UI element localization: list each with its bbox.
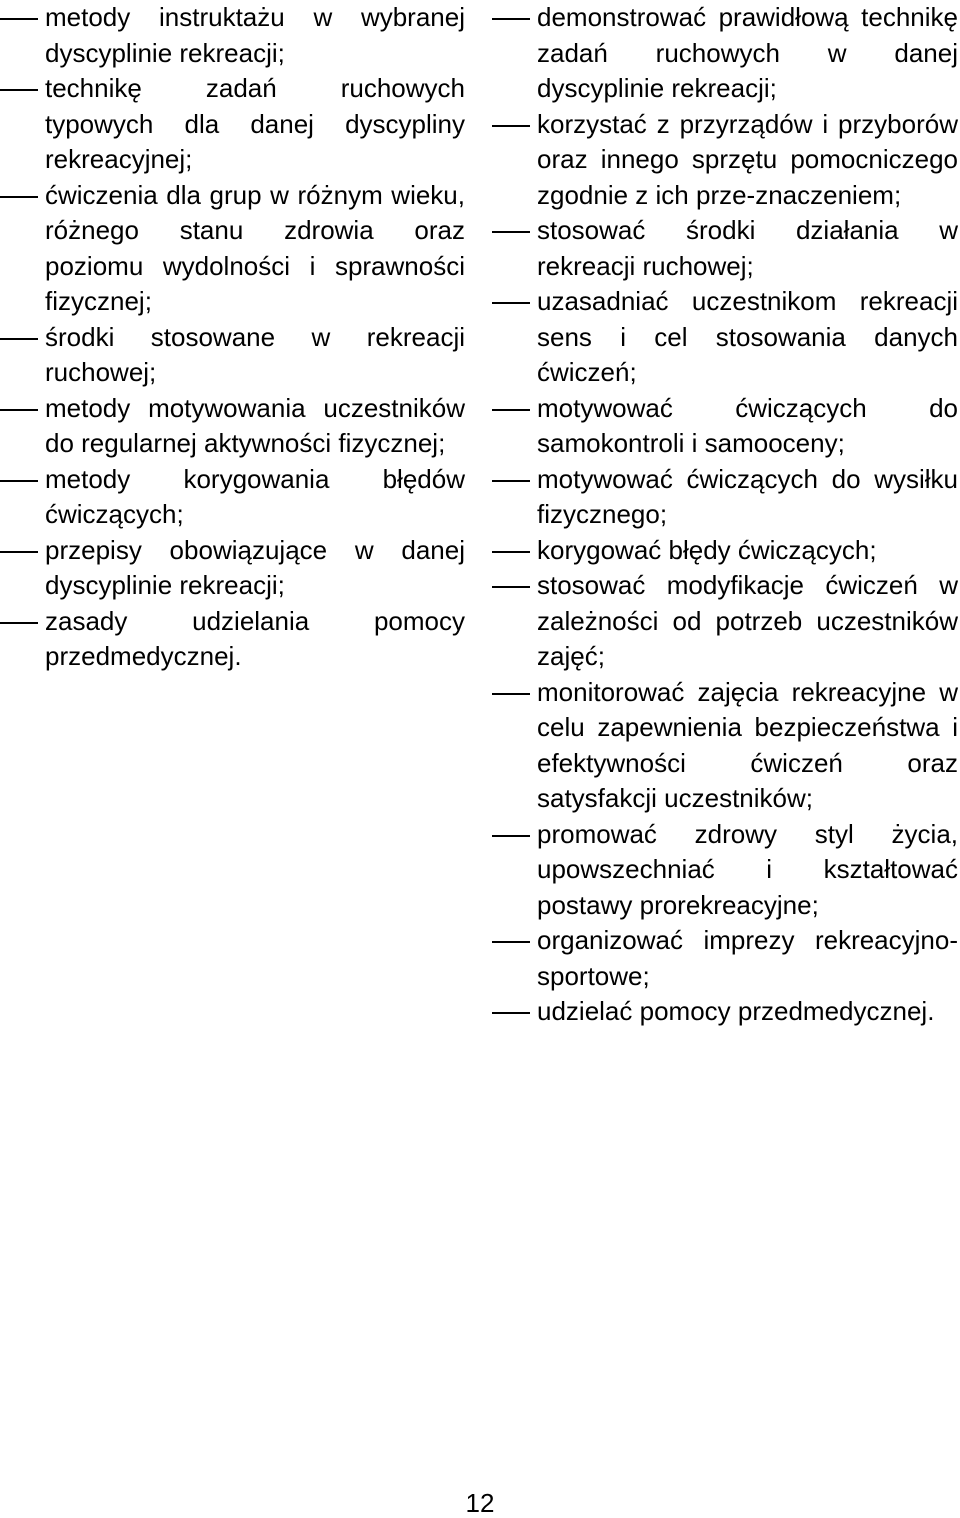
dash-bullet xyxy=(492,817,537,853)
list-item-text: zasady udzielania pomocy przedmedycznej. xyxy=(45,605,465,671)
list-item-text: motywować ćwiczących do wysiłku fizycznego; xyxy=(537,463,958,529)
list-item-text: monitorować zajęcia rekreacyjne w celu zapewnienia bezpieczeństwa i efektywności ćwiczeń oraz satysfakcji uczestników; xyxy=(537,676,958,813)
dash-bullet xyxy=(0,71,45,107)
dash-bullet xyxy=(0,320,45,356)
list-item-text: metody instruktażu w wybranej dyscyplinie rekreacji; xyxy=(45,2,465,68)
dash-bullet xyxy=(492,0,537,36)
list-item xyxy=(0,604,465,675)
dash-bullet xyxy=(0,391,45,427)
list-item-text: demonstrować prawidłową technikę zadań ruchowych w danej dyscyplinie rekreacji; xyxy=(537,2,958,103)
list-item-text: technikę zadań ruchowych typowych dla danej dyscypliny rekreacyjnej; xyxy=(45,73,465,174)
list-item xyxy=(492,533,958,569)
dash-bullet xyxy=(492,391,537,427)
dash-bullet xyxy=(492,533,537,569)
dash-bullet xyxy=(0,0,45,36)
list-item-text: środki stosowane w rekreacji ruchowej; xyxy=(45,321,465,387)
list-item xyxy=(492,107,958,214)
dash-bullet xyxy=(0,604,45,640)
list-item-text: promować zdrowy styl życia, upowszechniać i kształtować postawy prorekreacyjne; xyxy=(537,818,958,920)
list-item-text: stosować środki działania w rekreacji ruchowej; xyxy=(537,215,958,281)
list-item-text: motywować ćwiczących do samokontroli i samooceny; xyxy=(537,392,958,458)
dash-bullet xyxy=(492,213,537,249)
list-item xyxy=(492,994,958,1030)
dash-bullet xyxy=(0,533,45,569)
list-item xyxy=(0,320,465,391)
list-item-text: korzystać z przyrządów i przyborów oraz innego sprzętu pomocniczego zgodnie z ich prze-znaczeniem; xyxy=(537,108,958,210)
left-column-list xyxy=(0,0,465,675)
list-item xyxy=(492,568,958,675)
right-column-list xyxy=(492,0,958,1030)
list-item-text: ćwiczenia dla grup w różnym wieku, różnego stanu zdrowia oraz poziomu wydolności i sprawności fizycznej; xyxy=(45,179,465,316)
dash-bullet xyxy=(0,178,45,214)
list-item-text: stosować modyfikacje ćwiczeń w zależności od potrzeb uczestników zajęć; xyxy=(537,570,958,671)
dash-bullet xyxy=(0,462,45,498)
dash-bullet xyxy=(492,923,537,959)
list-item xyxy=(492,817,958,924)
list-item xyxy=(0,178,465,320)
list-item-text: organizować imprezy rekreacyjno-sportowe; xyxy=(537,925,958,991)
dash-bullet xyxy=(492,568,537,604)
dash-bullet xyxy=(492,675,537,711)
list-item xyxy=(492,462,958,533)
list-item xyxy=(0,462,465,533)
page-number: 12 xyxy=(465,1488,495,1518)
dash-bullet xyxy=(492,994,537,1030)
list-item-text: metody motywowania uczestników do regularnej aktywności fizycznej; xyxy=(45,392,465,458)
dash-bullet xyxy=(492,462,537,498)
list-item xyxy=(492,923,958,994)
dash-bullet xyxy=(492,284,537,320)
list-item-text: przepisy obowiązujące w danej dyscyplinie rekreacji; xyxy=(45,534,465,600)
list-item xyxy=(492,213,958,284)
list-item-text: korygować błędy ćwiczących; xyxy=(537,534,877,565)
list-item-text: metody korygowania błędów ćwiczących; xyxy=(45,463,465,529)
dash-bullet xyxy=(492,107,537,143)
list-item xyxy=(0,71,465,178)
list-item xyxy=(0,0,465,71)
list-item xyxy=(492,391,958,462)
list-item-text: udzielać pomocy przedmedycznej. xyxy=(537,996,935,1026)
list-item xyxy=(0,391,465,462)
list-item xyxy=(492,284,958,391)
list-item-text: uzasadniać uczestnikom rekreacji sens i cel stosowania danych ćwiczeń; xyxy=(537,286,958,387)
list-item xyxy=(0,533,465,604)
list-item xyxy=(492,0,958,107)
list-item xyxy=(492,675,958,817)
